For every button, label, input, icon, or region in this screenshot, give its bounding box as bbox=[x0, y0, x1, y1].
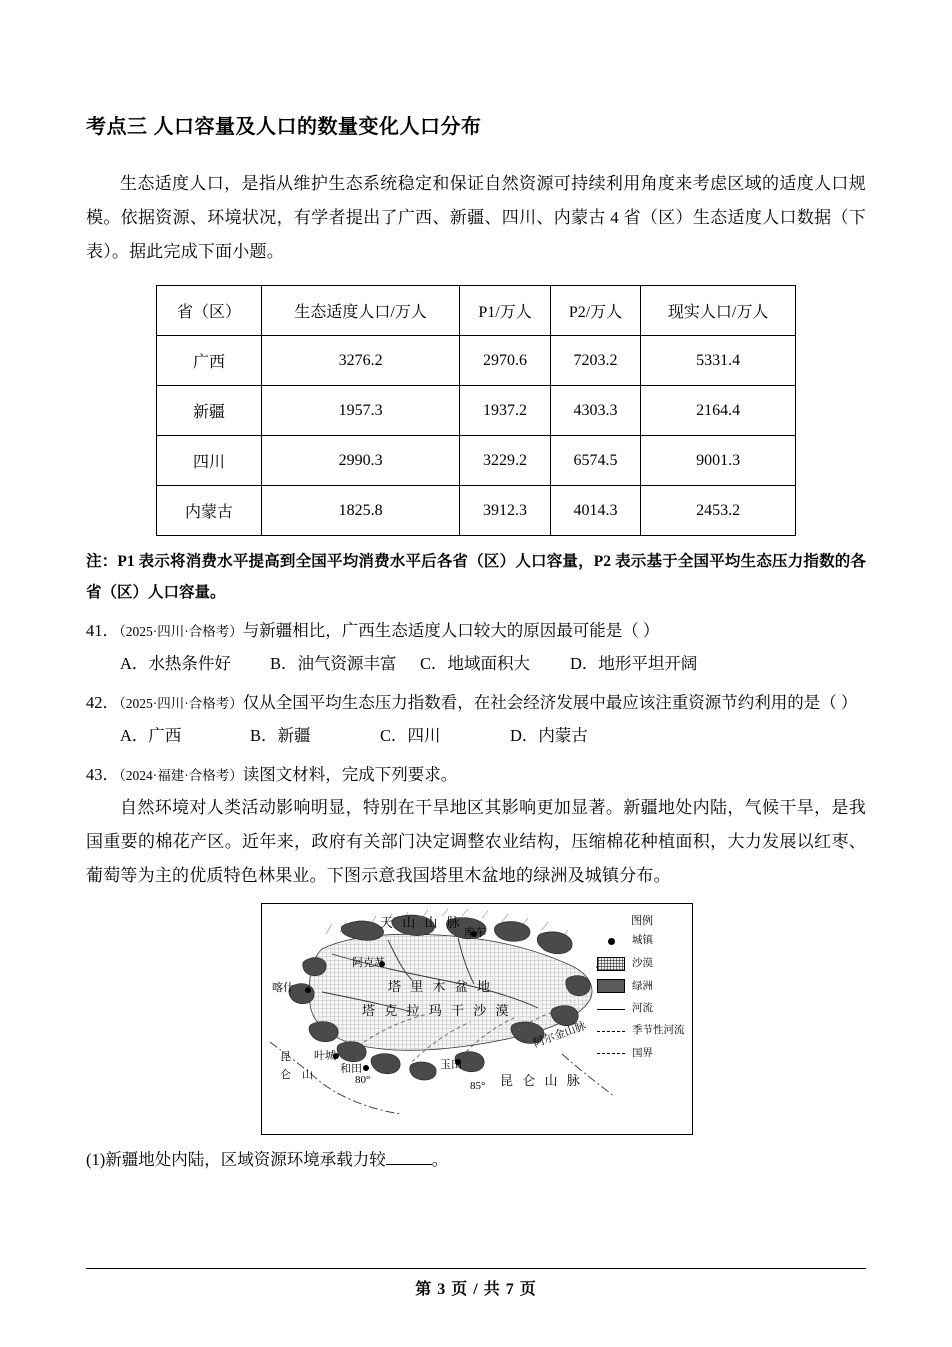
table-cell: 内蒙古 bbox=[157, 486, 262, 536]
option-b[interactable]: B．新疆 bbox=[250, 726, 311, 745]
table-header-cell: 现实人口/万人 bbox=[641, 286, 796, 336]
table-cell: 3229.2 bbox=[460, 436, 550, 486]
map-label-hetian: 和田 bbox=[340, 1063, 362, 1075]
question-number: 42． bbox=[86, 693, 119, 712]
table-cell: 9001.3 bbox=[641, 436, 796, 486]
desert-swatch-icon bbox=[596, 957, 626, 970]
map-legend bbox=[596, 914, 688, 1070]
page-footer: 第 3 页 / 共 7 页 bbox=[415, 1281, 537, 1298]
table-row bbox=[157, 336, 796, 386]
town-dot-icon bbox=[596, 935, 626, 948]
table-header-cell: 生态适度人口/万人 bbox=[262, 286, 460, 336]
map-label-tianshan: 天 山 山 脉 bbox=[380, 915, 463, 930]
table-cell: 4014.3 bbox=[550, 486, 640, 536]
table-note-text: 注：P1 表示将消费水平提高到全国平均消费水平后各省（区）人口容量，P2 表示基于全国平均生态压力指数的各省（区）人口容量。 bbox=[86, 553, 866, 601]
table-cell: 7203.2 bbox=[550, 336, 640, 386]
intro-paragraph: 生态适度人口，是指从维护生态系统稳定和保证自然资源可持续利用角度来考虑区域的适度人口规模。依据资源、环境状况，有学者提出了广西、新疆、四川、内蒙古 4 省（区）生态适度人口数据（下表）。据此完成下面小题。 bbox=[86, 174, 866, 261]
map-figure-wrapper bbox=[261, 903, 691, 1135]
question-42 bbox=[86, 686, 866, 719]
question-text: 与新疆相比，广西生态适度人口较大的原因最可能是（ ） bbox=[242, 621, 660, 640]
legend-title: 图例 bbox=[631, 915, 653, 927]
table-cell: 广西 bbox=[157, 336, 262, 386]
table-cell: 4303.3 bbox=[550, 386, 640, 436]
table-header-cell: P1/万人 bbox=[460, 286, 550, 336]
table-cell: 1825.8 bbox=[262, 486, 460, 536]
map-label-kunlun-range: 昆 仑 山 脉 bbox=[500, 1073, 583, 1088]
map-label-kashi: 喀什 bbox=[272, 982, 294, 994]
map-label-yutian: 玉田 bbox=[440, 1059, 462, 1071]
sub-question-1 bbox=[86, 1143, 866, 1176]
table-header-row bbox=[157, 286, 796, 336]
legend-item-river bbox=[596, 1002, 688, 1016]
map-label-taklamakan: 塔 克 拉 玛 干 沙 漠 bbox=[362, 1003, 512, 1018]
question-43 bbox=[86, 758, 866, 791]
eco-population-table bbox=[156, 285, 796, 536]
table-cell: 5331.4 bbox=[641, 336, 796, 386]
sub-question-text: (1)新疆地处内陆，区域资源环境承载力较 bbox=[86, 1150, 386, 1169]
map-label-lon85: 85° bbox=[470, 1080, 486, 1092]
map-label-yecheng: 叶城 bbox=[314, 1050, 336, 1062]
table-cell: 2164.4 bbox=[641, 386, 796, 436]
question-text: 读图文材料，完成下列要求。 bbox=[242, 765, 458, 784]
table-row bbox=[157, 386, 796, 436]
map-label-tarim-basin: 塔 里 木 盆 地 bbox=[388, 979, 494, 994]
legend-item-oasis bbox=[596, 980, 688, 994]
table-cell: 1957.3 bbox=[262, 386, 460, 436]
legend-item-border bbox=[596, 1047, 688, 1061]
question-number: 41． bbox=[86, 621, 119, 640]
option-c[interactable]: C．地域面积大 bbox=[420, 654, 531, 673]
table-header-cell: 省（区） bbox=[157, 286, 262, 336]
question-number: 43． bbox=[86, 765, 119, 784]
table-cell: 新疆 bbox=[157, 386, 262, 436]
option-d[interactable]: D．地形平坦开阔 bbox=[570, 654, 698, 673]
option-b[interactable]: B．油气资源丰富 bbox=[270, 654, 397, 673]
option-a[interactable]: A．广西 bbox=[120, 726, 182, 745]
question-41 bbox=[86, 614, 866, 647]
tarim-basin-map bbox=[261, 903, 693, 1135]
legend-label: 国界 bbox=[632, 1047, 653, 1059]
map-label-altun: 阿尔金山脉 bbox=[531, 1019, 588, 1050]
question-source: （2025·四川·合格考） bbox=[119, 624, 243, 639]
border-dashdot-icon bbox=[596, 1047, 626, 1060]
map-label-lun: 仑 bbox=[280, 1069, 291, 1081]
question-41-options bbox=[86, 647, 866, 680]
option-d[interactable]: D．内蒙古 bbox=[510, 726, 588, 745]
map-label-kuche: 库车 bbox=[464, 927, 486, 939]
sub-question-tail: 。 bbox=[431, 1150, 449, 1169]
table-row bbox=[157, 436, 796, 486]
legend-label: 河流 bbox=[632, 1003, 653, 1015]
table-cell: 3912.3 bbox=[460, 486, 550, 536]
question-source: （2024·福建·合格考） bbox=[119, 768, 243, 783]
option-a[interactable]: A．水热条件好 bbox=[120, 654, 231, 673]
river-line-icon bbox=[596, 1003, 626, 1016]
table-cell: 1937.2 bbox=[460, 386, 550, 436]
table-cell: 2970.6 bbox=[460, 336, 550, 386]
question-source: （2025·四川·合格考） bbox=[119, 696, 243, 711]
table-header-cell: P2/万人 bbox=[550, 286, 640, 336]
table-row bbox=[157, 486, 796, 536]
table-note bbox=[86, 546, 866, 608]
legend-label: 城镇 bbox=[632, 935, 653, 947]
legend-label: 绿洲 bbox=[632, 980, 653, 992]
legend-item-seasonal-river bbox=[596, 1025, 688, 1038]
map-label-akesu: 阿克苏 bbox=[352, 957, 385, 969]
legend-item-desert bbox=[596, 957, 688, 971]
table-cell: 2990.3 bbox=[262, 436, 460, 486]
map-label-lon80: 80° bbox=[355, 1074, 371, 1086]
answer-blank[interactable] bbox=[386, 1164, 432, 1165]
option-c[interactable]: C．四川 bbox=[380, 726, 441, 745]
legend-label: 沙漠 bbox=[632, 957, 653, 969]
page-title: 考点三 人口容量及人口的数量变化人口分布 bbox=[86, 116, 482, 138]
table-cell: 2453.2 bbox=[641, 486, 796, 536]
table-cell: 四川 bbox=[157, 436, 262, 486]
map-label-kun: 昆 bbox=[280, 1051, 291, 1063]
legend-item-town bbox=[596, 934, 688, 948]
question-43-body: 自然环境对人类活动影响明显，特别在干旱地区其影响更加显著。新疆地处内陆，气候干旱，是我国重要的棉花产区。近年来，政府有关部门决定调整农业结构，压缩棉花种植面积，大力发展以红枣、葡萄等为主的优质特色林果业。下图示意我国塔里木盆地的绿洲及城镇分布。 bbox=[86, 798, 866, 885]
table-cell: 3276.2 bbox=[262, 336, 460, 386]
legend-label: 季节性河流 bbox=[632, 1025, 685, 1037]
table-cell: 6574.5 bbox=[550, 436, 640, 486]
oasis-swatch-icon bbox=[596, 980, 626, 993]
question-text: 仅从全国平均生态压力指数看，在社会经济发展中最应该注重资源节约利用的是（ ） bbox=[242, 693, 858, 712]
map-label-shan: 山 bbox=[302, 1069, 313, 1081]
seasonal-river-dash-icon bbox=[596, 1025, 626, 1038]
question-42-options bbox=[86, 719, 866, 752]
footer-divider bbox=[86, 1268, 866, 1269]
